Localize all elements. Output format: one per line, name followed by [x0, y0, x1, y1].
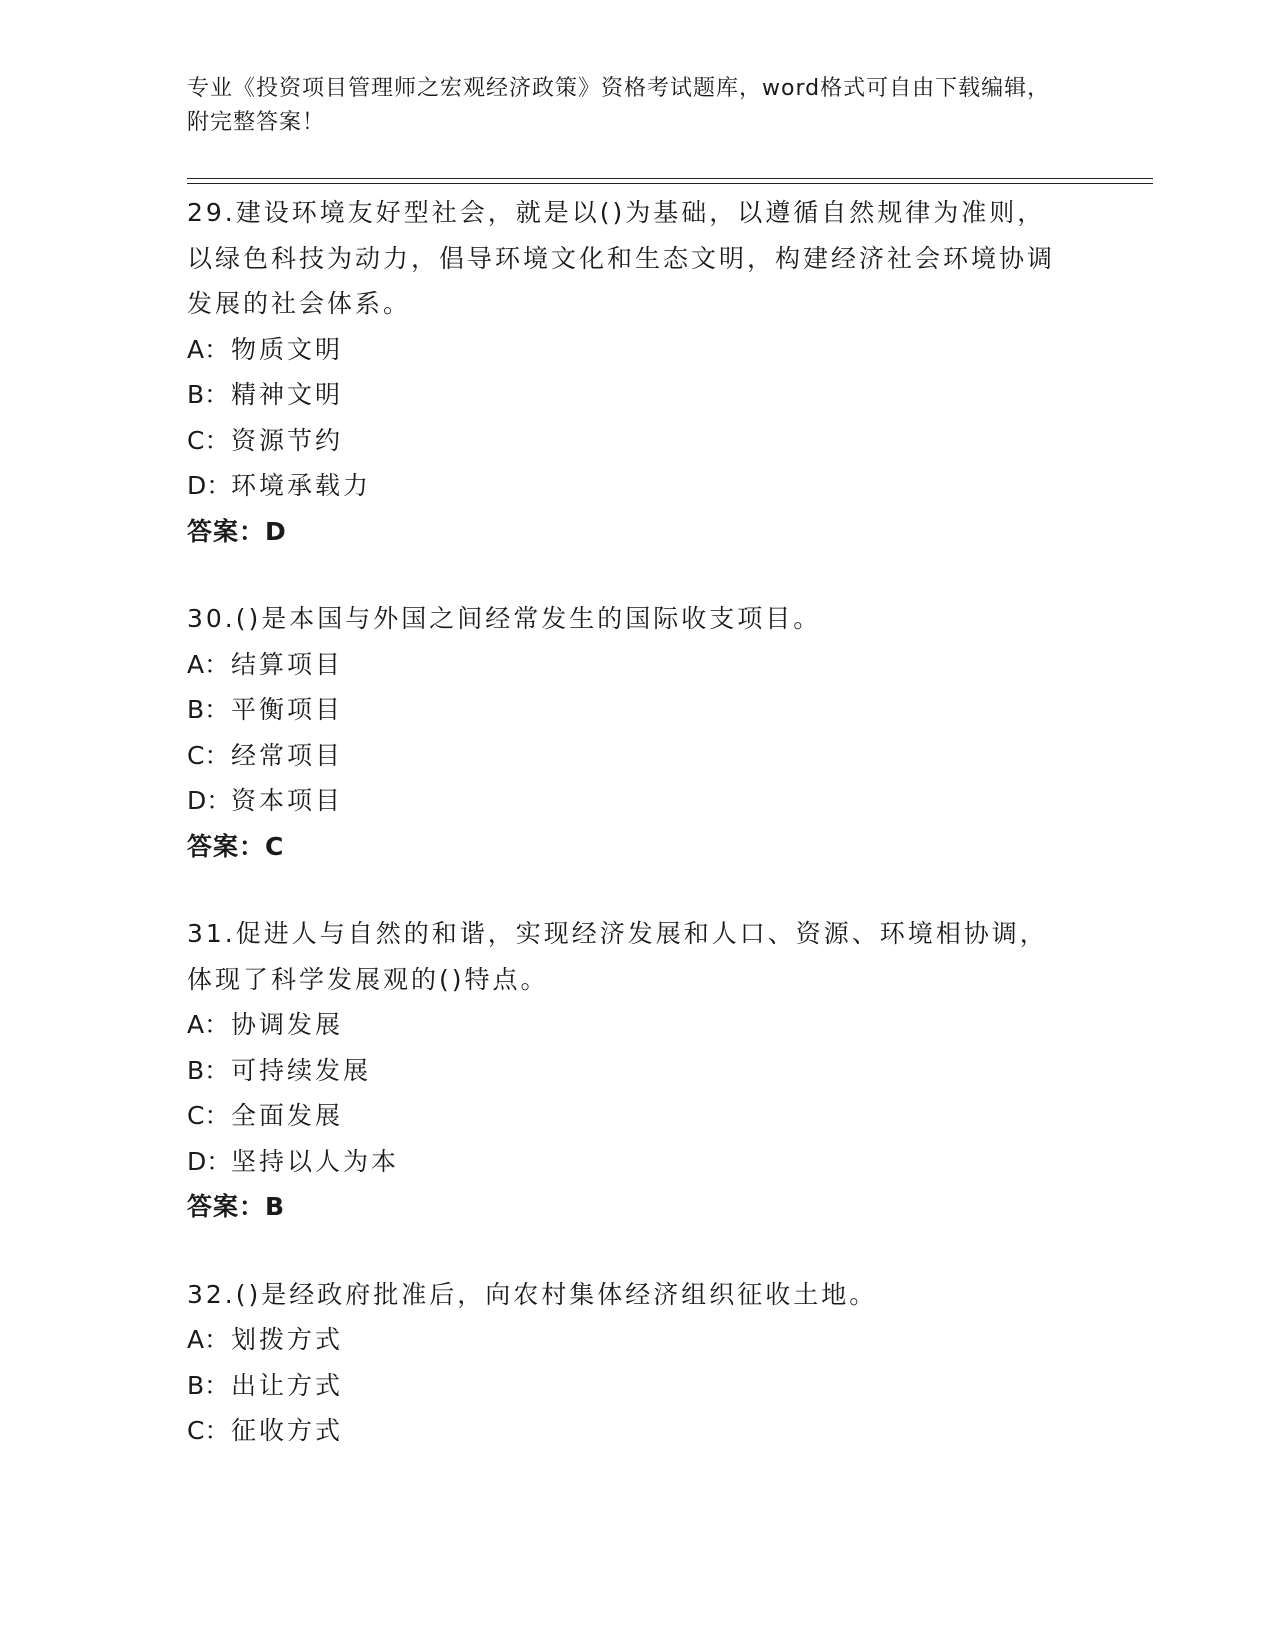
question-stem: 32.()是经政府批准后，向农村集体经济组织征收土地。	[187, 1279, 878, 1309]
option-letter: B：	[187, 1370, 230, 1400]
question-31	[187, 911, 1087, 1230]
option-text: 资源节约	[231, 425, 344, 455]
option-text: 精神文明	[231, 380, 344, 409]
option-d	[187, 778, 1087, 824]
option-a	[187, 1317, 1087, 1363]
option-letter: C：	[187, 740, 230, 770]
option-b	[187, 687, 1087, 733]
option-letter: B：	[187, 1055, 230, 1085]
question-list	[187, 190, 1087, 1496]
question-stem: 30.()是本国与外国之间经常发生的国际收支项目。	[187, 604, 822, 633]
option-letter: D：	[187, 786, 232, 815]
option-letter: C：	[187, 1416, 230, 1445]
header-divider-top	[187, 178, 1153, 179]
option-b	[187, 1363, 1087, 1409]
option-letter: A：	[187, 1325, 230, 1354]
question-29	[187, 190, 1087, 554]
option-letter: A：	[187, 649, 230, 679]
option-c	[187, 1093, 1087, 1139]
option-d	[187, 463, 1087, 509]
question-stem: 31.促进人与自然的和谐，实现经济发展和人口、资源、环境相协调，体现了科学发展观的()特点。	[187, 919, 1048, 994]
answer-line: 答案：C	[187, 831, 285, 861]
option-d	[187, 1139, 1087, 1185]
option-letter: C：	[187, 425, 230, 455]
option-c	[187, 1408, 1087, 1454]
option-text: 出让方式	[231, 1370, 344, 1400]
option-a	[187, 327, 1087, 373]
option-text: 经常项目	[231, 740, 344, 770]
option-text: 征收方式	[231, 1416, 344, 1445]
option-b	[187, 372, 1087, 418]
option-text: 坚持以人为本	[231, 1146, 400, 1176]
option-c	[187, 733, 1087, 779]
option-text: 协调发展	[231, 1010, 344, 1039]
option-letter: D：	[187, 1146, 232, 1176]
option-b	[187, 1048, 1087, 1094]
option-text: 物质文明	[231, 334, 344, 364]
option-letter: D：	[187, 471, 232, 500]
option-a	[187, 1002, 1087, 1048]
question-30	[187, 596, 1087, 869]
option-text: 可持续发展	[231, 1055, 372, 1085]
answer-line: 答案：D	[187, 516, 287, 546]
answer-line: 答案：B	[187, 1192, 286, 1221]
option-text: 全面发展	[231, 1101, 344, 1130]
option-letter: B：	[187, 695, 230, 724]
option-c	[187, 418, 1087, 464]
page-header-title: 专业《投资项目管理师之宏观经济政策》资格考试题库，word格式可自由下载编辑，附完整答案！	[187, 76, 1051, 135]
option-text: 结算项目	[231, 649, 344, 679]
option-letter: B：	[187, 380, 230, 409]
option-text: 环境承载力	[231, 471, 372, 500]
option-text: 平衡项目	[231, 695, 344, 724]
question-32	[187, 1272, 1087, 1454]
option-text: 资本项目	[231, 786, 344, 815]
header-divider-bottom	[187, 183, 1153, 184]
option-letter: C：	[187, 1101, 230, 1130]
option-letter: A：	[187, 1010, 230, 1039]
option-letter: A：	[187, 334, 230, 364]
question-stem: 29.建设环境友好型社会，就是以()为基础，以遵循自然规律为准则，以绿色科技为动力，倡导环境文化和生态文明，构建经济社会环境协调发展的社会体系。	[187, 198, 1056, 318]
option-a	[187, 642, 1087, 688]
option-text: 划拨方式	[231, 1325, 344, 1354]
